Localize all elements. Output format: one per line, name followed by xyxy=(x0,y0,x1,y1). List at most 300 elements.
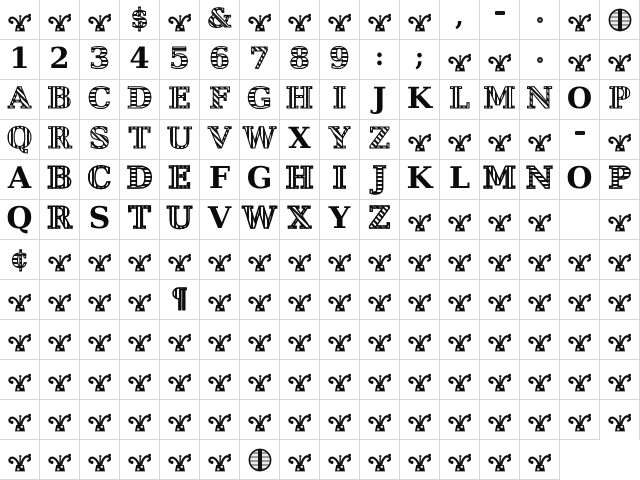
character-glyph-Z: Z xyxy=(368,200,391,236)
glyph-cell-jester[interactable] xyxy=(160,400,200,440)
glyph-cell-jester[interactable] xyxy=(600,360,640,400)
glyph-cell-jester[interactable] xyxy=(40,320,80,360)
glyph-cell-8[interactable] xyxy=(280,40,320,80)
jester-hat-icon xyxy=(567,12,593,32)
jester-hat-icon xyxy=(567,52,593,72)
glyph-cell-jester[interactable] xyxy=(440,320,480,360)
character-glyph-W: W xyxy=(243,121,276,155)
glyph-cell-6[interactable] xyxy=(200,40,240,80)
glyph-cell-S[interactable] xyxy=(80,200,120,240)
jester-hat-icon xyxy=(407,132,433,152)
character-glyph-B: B xyxy=(46,160,73,196)
glyph-cell-jester[interactable] xyxy=(600,240,640,280)
character-glyph-W: W xyxy=(242,200,277,236)
jester-hat-icon xyxy=(447,372,473,392)
jester-hat-icon xyxy=(47,332,73,352)
glyph-cell-jester[interactable] xyxy=(440,240,480,280)
glyph-cell-jester[interactable] xyxy=(560,0,600,40)
jester-hat-icon xyxy=(7,332,33,352)
glyph-cell-jester[interactable] xyxy=(360,240,400,280)
glyph-cell-jester[interactable] xyxy=(600,320,640,360)
jester-hat-icon xyxy=(287,292,313,312)
glyph-cell-jester[interactable] xyxy=(160,440,200,480)
glyph-cell-jester[interactable] xyxy=(200,360,240,400)
glyph-cell-jester[interactable] xyxy=(520,440,560,480)
glyph-cell-C[interactable] xyxy=(80,80,120,120)
character-glyph-T: T xyxy=(128,121,151,155)
glyph-cell-5[interactable] xyxy=(160,40,200,80)
glyph-cell-G[interactable] xyxy=(240,80,280,120)
jester-hat-icon xyxy=(527,252,553,272)
glyph-cell-jester[interactable] xyxy=(360,0,400,40)
glyph-cell-jester[interactable] xyxy=(240,280,280,320)
glyph-cell-pilcrow[interactable] xyxy=(160,280,200,320)
glyph-cell-H[interactable] xyxy=(280,160,320,200)
glyph-cell-jester[interactable] xyxy=(360,440,400,480)
jester-hat-icon xyxy=(567,412,593,432)
glyph-cell-T[interactable] xyxy=(120,200,160,240)
jester-hat-icon xyxy=(327,332,353,352)
jester-hat-icon xyxy=(327,12,353,32)
jester-hat-icon xyxy=(607,252,633,272)
jester-hat-icon xyxy=(407,252,433,272)
glyph-cell-3[interactable] xyxy=(80,40,120,80)
glyph-cell-jester[interactable] xyxy=(560,40,600,80)
jester-hat-icon xyxy=(207,372,233,392)
glyph-cell-B[interactable] xyxy=(40,80,80,120)
glyph-cell-jester[interactable] xyxy=(400,360,440,400)
glyph-cell-jester[interactable] xyxy=(120,240,160,280)
glyph-cell-colon[interactable] xyxy=(360,40,400,80)
glyph-cell-K[interactable] xyxy=(400,80,440,120)
glyph-cell-Q[interactable] xyxy=(0,200,40,240)
glyph-cell-jester[interactable] xyxy=(400,400,440,440)
character-glyph-5: 5 xyxy=(169,41,190,75)
glyph-cell-jester[interactable] xyxy=(200,440,240,480)
glyph-cell-jester[interactable] xyxy=(80,400,120,440)
glyph-cell-U[interactable] xyxy=(160,120,200,160)
glyph-cell-1[interactable] xyxy=(0,40,40,80)
jester-hat-icon xyxy=(47,252,73,272)
glyph-cell-jester[interactable] xyxy=(160,320,200,360)
glyph-cell-dash[interactable] xyxy=(560,120,600,160)
jester-hat-icon xyxy=(607,292,633,312)
jester-hat-icon xyxy=(287,252,313,272)
character-glyph-J: J xyxy=(372,81,387,115)
glyph-cell-jester[interactable] xyxy=(480,240,520,280)
character-glyph-1: 1 xyxy=(9,41,30,75)
glyph-cell-jester[interactable] xyxy=(400,0,440,40)
glyph-cell-jester[interactable] xyxy=(80,240,120,280)
glyph-cell-jester[interactable] xyxy=(400,440,440,480)
glyph-cell-jester[interactable] xyxy=(80,360,120,400)
glyph-cell-D[interactable] xyxy=(120,160,160,200)
glyph-cell-I[interactable] xyxy=(320,160,360,200)
glyph-cell-F[interactable] xyxy=(200,160,240,200)
glyph-cell-I[interactable] xyxy=(320,80,360,120)
character-glyph-G: G xyxy=(247,81,272,115)
glyph-cell-jester[interactable] xyxy=(280,400,320,440)
glyph-cell-ampersand[interactable] xyxy=(200,0,240,40)
glyph-cell-jester[interactable] xyxy=(600,40,640,80)
glyph-cell-jester[interactable] xyxy=(200,320,240,360)
character-glyph-3: 3 xyxy=(89,41,110,75)
glyph-cell-jester[interactable] xyxy=(240,320,280,360)
glyph-cell-9[interactable] xyxy=(320,40,360,80)
jester-hat-icon xyxy=(47,372,73,392)
jester-hat-icon xyxy=(167,372,193,392)
glyph-cell-jester[interactable] xyxy=(440,280,480,320)
glyph-cell-B[interactable] xyxy=(40,160,80,200)
jester-hat-icon xyxy=(47,452,73,472)
glyph-cell-jester[interactable] xyxy=(520,280,560,320)
glyph-cell-L[interactable] xyxy=(440,160,480,200)
jester-hat-icon xyxy=(367,252,393,272)
glyph-cell-dot[interactable] xyxy=(520,40,560,80)
character-glyph-N: N xyxy=(525,160,554,196)
jester-hat-icon xyxy=(527,212,553,232)
character-glyph-A: A xyxy=(8,81,31,115)
glyph-cell-V[interactable] xyxy=(200,120,240,160)
jester-hat-icon xyxy=(127,332,153,352)
character-glyph-D: D xyxy=(126,160,153,196)
glyph-cell-jester[interactable] xyxy=(480,120,520,160)
glyph-cell-jester[interactable] xyxy=(280,280,320,320)
jester-hat-icon xyxy=(327,412,353,432)
glyph-cell-jester[interactable] xyxy=(0,440,40,480)
glyph-cell-M[interactable] xyxy=(480,80,520,120)
glyph-cell-E[interactable] xyxy=(160,160,200,200)
glyph-cell-cent[interactable] xyxy=(0,240,40,280)
jester-hat-icon xyxy=(47,12,73,32)
glyph-cell-jester[interactable] xyxy=(440,400,480,440)
jester-hat-icon xyxy=(247,252,273,272)
glyph-cell-N[interactable] xyxy=(520,160,560,200)
glyph-cell-semicolon[interactable] xyxy=(400,40,440,80)
jester-hat-icon xyxy=(207,332,233,352)
glyph-cell-jester[interactable] xyxy=(320,240,360,280)
jester-hat-icon xyxy=(127,252,153,272)
character-glyph-U: U xyxy=(166,200,193,236)
glyph-cell-jester[interactable] xyxy=(120,320,160,360)
character-glyph-R: R xyxy=(47,200,72,236)
glyph-cell-V[interactable] xyxy=(200,200,240,240)
glyph-cell-jester[interactable] xyxy=(0,360,40,400)
jester-hat-icon xyxy=(447,212,473,232)
glyph-cell-jester[interactable] xyxy=(480,280,520,320)
character-glyph-L: L xyxy=(449,81,470,115)
glyph-cell-jester[interactable] xyxy=(160,240,200,280)
glyph-cell-7[interactable] xyxy=(240,40,280,80)
character-glyph-X: X xyxy=(288,121,311,155)
character-glyph-B: B xyxy=(47,81,72,115)
character-glyph-Q: Q xyxy=(6,121,33,155)
glyph-cell-jester[interactable] xyxy=(360,360,400,400)
glyph-cell-Z[interactable] xyxy=(360,120,400,160)
glyph-cell-D[interactable] xyxy=(120,80,160,120)
glyph-cell-jester[interactable] xyxy=(600,200,640,240)
jester-hat-icon xyxy=(287,12,313,32)
jester-hat-icon xyxy=(487,212,513,232)
glyph-cell-jester[interactable] xyxy=(240,360,280,400)
character-glyph-C: C xyxy=(87,81,112,115)
jester-hat-icon xyxy=(247,12,273,32)
glyph-cell-E[interactable] xyxy=(160,80,200,120)
glyph-cell-dash[interactable] xyxy=(480,0,520,40)
glyph-cell-jester[interactable] xyxy=(280,320,320,360)
character-glyph-H: H xyxy=(285,160,314,196)
jester-hat-icon xyxy=(487,452,513,472)
jester-hat-icon xyxy=(287,372,313,392)
glyph-cell-jester[interactable] xyxy=(320,320,360,360)
glyph-cell-jester[interactable] xyxy=(120,400,160,440)
glyph-cell-X[interactable] xyxy=(280,200,320,240)
jester-hat-icon xyxy=(367,292,393,312)
jester-hat-icon xyxy=(487,412,513,432)
glyph-cell-jester[interactable] xyxy=(40,240,80,280)
glyph-cell-jester[interactable] xyxy=(80,0,120,40)
glyph-cell-2[interactable] xyxy=(40,40,80,80)
glyph-cell-jester[interactable] xyxy=(600,120,640,160)
glyph-cell-jester[interactable] xyxy=(120,440,160,480)
jester-hat-icon xyxy=(47,412,73,432)
character-glyph-pilcrow: ¶ xyxy=(171,283,188,314)
jester-hat-icon xyxy=(367,412,393,432)
glyph-cell-jester[interactable] xyxy=(440,200,480,240)
glyph-cell-jester[interactable] xyxy=(480,440,520,480)
glyph-cell-jester[interactable] xyxy=(80,440,120,480)
glyph-cell-O[interactable] xyxy=(560,160,600,200)
character-glyph-O: O xyxy=(566,81,593,115)
glyph-cell-jester[interactable] xyxy=(280,360,320,400)
jester-hat-icon xyxy=(87,292,113,312)
character-glyph-E: E xyxy=(168,81,191,115)
glyph-cell-jester[interactable] xyxy=(520,120,560,160)
jester-hat-icon xyxy=(487,332,513,352)
glyph-cell-jester[interactable] xyxy=(240,0,280,40)
jester-hat-icon xyxy=(7,372,33,392)
character-glyph-cent: ¢ xyxy=(10,243,29,274)
character-glyph-S: S xyxy=(88,200,111,236)
character-glyph-X: X xyxy=(287,200,312,236)
glyph-cell-R[interactable] xyxy=(40,200,80,240)
glyph-cell-jester[interactable] xyxy=(80,280,120,320)
glyph-cell-H[interactable] xyxy=(280,80,320,120)
glyph-cell-W[interactable] xyxy=(240,200,280,240)
glyph-cell-G[interactable] xyxy=(240,160,280,200)
character-glyph-Y: Y xyxy=(328,200,351,236)
glyph-cell-Z[interactable] xyxy=(360,200,400,240)
character-glyph-9: 9 xyxy=(329,41,350,75)
glyph-cell-N[interactable] xyxy=(520,80,560,120)
jester-hat-icon xyxy=(207,412,233,432)
glyph-cell-jester[interactable] xyxy=(120,280,160,320)
jester-hat-icon xyxy=(487,372,513,392)
glyph-cell-jester[interactable] xyxy=(400,200,440,240)
glyph-cell-P[interactable] xyxy=(600,80,640,120)
jester-hat-icon xyxy=(167,452,193,472)
glyph-cell-jester[interactable] xyxy=(440,40,480,80)
glyph-cell-jester[interactable] xyxy=(560,240,600,280)
glyph-cell-jester[interactable] xyxy=(520,200,560,240)
glyph-cell-jester[interactable] xyxy=(240,240,280,280)
character-glyph-R: R xyxy=(47,121,72,155)
glyph-cell-jester[interactable] xyxy=(400,240,440,280)
character-glyph-L: L xyxy=(448,160,471,196)
glyph-cell-jester[interactable] xyxy=(520,240,560,280)
jester-hat-icon xyxy=(527,412,553,432)
jester-hat-icon xyxy=(327,452,353,472)
glyph-cell-comma[interactable] xyxy=(440,0,480,40)
jester-hat-icon xyxy=(407,412,433,432)
glyph-cell-S[interactable] xyxy=(80,120,120,160)
glyph-cell-Y[interactable] xyxy=(320,200,360,240)
glyph-cell-dot[interactable] xyxy=(520,0,560,40)
glyph-cell-jester[interactable] xyxy=(320,440,360,480)
glyph-cell-jester[interactable] xyxy=(240,400,280,440)
glyph-cell-jester[interactable] xyxy=(600,400,640,440)
glyph-cell-jester[interactable] xyxy=(40,400,80,440)
glyph-cell-jester[interactable] xyxy=(0,0,40,40)
jester-hat-icon xyxy=(487,292,513,312)
character-glyph-4: 4 xyxy=(129,41,150,75)
glyph-cell-F[interactable] xyxy=(200,80,240,120)
glyph-cell-A[interactable] xyxy=(0,160,40,200)
glyph-cell-Q[interactable] xyxy=(0,120,40,160)
glyph-cell-jester[interactable] xyxy=(320,360,360,400)
jester-hat-icon xyxy=(367,332,393,352)
character-glyph-T: T xyxy=(128,200,151,236)
jester-hat-icon xyxy=(207,452,233,472)
glyph-cell-empty[interactable] xyxy=(560,200,600,240)
jester-hat-icon xyxy=(167,252,193,272)
glyph-cell-jester[interactable] xyxy=(480,200,520,240)
glyph-cell-striped-circle[interactable] xyxy=(240,440,280,480)
glyph-cell-jester[interactable] xyxy=(440,120,480,160)
jester-hat-icon xyxy=(607,412,633,432)
glyph-cell-U[interactable] xyxy=(160,200,200,240)
glyph-cell-jester[interactable] xyxy=(40,360,80,400)
glyph-cell-jester[interactable] xyxy=(480,360,520,400)
jester-hat-icon xyxy=(367,452,393,472)
jester-hat-icon xyxy=(87,252,113,272)
glyph-cell-jester[interactable] xyxy=(440,360,480,400)
glyph-cell-dollar[interactable] xyxy=(120,0,160,40)
glyph-cell-jester[interactable] xyxy=(280,240,320,280)
glyph-cell-jester[interactable] xyxy=(360,280,400,320)
glyph-cell-X[interactable] xyxy=(280,120,320,160)
glyph-cell-M[interactable] xyxy=(480,160,520,200)
jester-hat-icon xyxy=(607,132,633,152)
jester-hat-icon xyxy=(207,252,233,272)
glyph-cell-jester[interactable] xyxy=(40,0,80,40)
glyph-cell-jester[interactable] xyxy=(320,280,360,320)
jester-hat-icon xyxy=(87,452,113,472)
glyph-cell-jester[interactable] xyxy=(480,400,520,440)
character-glyph-K: K xyxy=(406,160,433,196)
glyph-cell-jester[interactable] xyxy=(0,320,40,360)
glyph-cell-jester[interactable] xyxy=(480,320,520,360)
glyph-cell-jester[interactable] xyxy=(360,320,400,360)
glyph-cell-jester[interactable] xyxy=(280,440,320,480)
glyph-cell-jester[interactable] xyxy=(600,280,640,320)
glyph-cell-C[interactable] xyxy=(80,160,120,200)
glyph-cell-jester[interactable] xyxy=(440,440,480,480)
glyph-cell-W[interactable] xyxy=(240,120,280,160)
glyph-cell-jester[interactable] xyxy=(480,40,520,80)
glyph-cell-jester[interactable] xyxy=(0,280,40,320)
glyph-cell-jester[interactable] xyxy=(160,360,200,400)
character-glyph-dollar: $ xyxy=(130,3,149,34)
glyph-cell-O[interactable] xyxy=(560,80,600,120)
jester-hat-icon xyxy=(407,12,433,32)
jester-hat-icon xyxy=(607,52,633,72)
glyph-cell-J[interactable] xyxy=(360,160,400,200)
glyph-cell-jester[interactable] xyxy=(520,400,560,440)
glyph-cell-jester[interactable] xyxy=(280,0,320,40)
character-glyph-8: 8 xyxy=(289,41,310,75)
glyph-cell-jester[interactable] xyxy=(160,0,200,40)
glyph-cell-Y[interactable] xyxy=(320,120,360,160)
character-glyph-J: J xyxy=(372,160,387,196)
glyph-cell-jester[interactable] xyxy=(200,280,240,320)
glyph-cell-P[interactable] xyxy=(600,160,640,200)
glyph-cell-jester[interactable] xyxy=(40,280,80,320)
character-glyph-P: P xyxy=(608,81,631,115)
glyph-cell-jester[interactable] xyxy=(200,240,240,280)
glyph-cell-jester[interactable] xyxy=(80,320,120,360)
jester-hat-icon xyxy=(127,372,153,392)
glyph-cell-T[interactable] xyxy=(120,120,160,160)
glyph-cell-jester[interactable] xyxy=(560,320,600,360)
jester-hat-icon xyxy=(407,212,433,232)
character-glyph-F: F xyxy=(209,81,230,115)
jester-hat-icon xyxy=(447,412,473,432)
glyph-cell-jester[interactable] xyxy=(200,400,240,440)
glyph-cell-jester[interactable] xyxy=(520,360,560,400)
glyph-cell-jester[interactable] xyxy=(0,400,40,440)
jester-hat-icon xyxy=(447,332,473,352)
jester-hat-icon xyxy=(167,412,193,432)
glyph-cell-A[interactable] xyxy=(0,80,40,120)
glyph-cell-striped-circle[interactable] xyxy=(600,0,640,40)
glyph-cell-jester[interactable] xyxy=(400,120,440,160)
glyph-cell-jester[interactable] xyxy=(400,320,440,360)
glyph-cell-L[interactable] xyxy=(440,80,480,120)
glyph-cell-K[interactable] xyxy=(400,160,440,200)
jester-hat-icon xyxy=(247,292,273,312)
glyph-cell-jester[interactable] xyxy=(560,360,600,400)
jester-hat-icon xyxy=(167,332,193,352)
glyph-cell-jester[interactable] xyxy=(560,400,600,440)
glyph-cell-jester[interactable] xyxy=(400,280,440,320)
glyph-cell-jester[interactable] xyxy=(520,320,560,360)
jester-hat-icon xyxy=(247,412,273,432)
character-glyph-G: G xyxy=(246,160,273,196)
glyph-cell-jester[interactable] xyxy=(320,400,360,440)
empty-area xyxy=(560,440,600,480)
glyph-cell-J[interactable] xyxy=(360,80,400,120)
glyph-cell-jester[interactable] xyxy=(120,360,160,400)
glyph-cell-jester[interactable] xyxy=(320,0,360,40)
glyph-cell-jester[interactable] xyxy=(40,440,80,480)
glyph-cell-4[interactable] xyxy=(120,40,160,80)
glyph-cell-jester[interactable] xyxy=(360,400,400,440)
jester-hat-icon xyxy=(287,332,313,352)
character-glyph-semicolon: ; xyxy=(414,42,425,71)
glyph-cell-R[interactable] xyxy=(40,120,80,160)
glyph-cell-jester[interactable] xyxy=(560,280,600,320)
